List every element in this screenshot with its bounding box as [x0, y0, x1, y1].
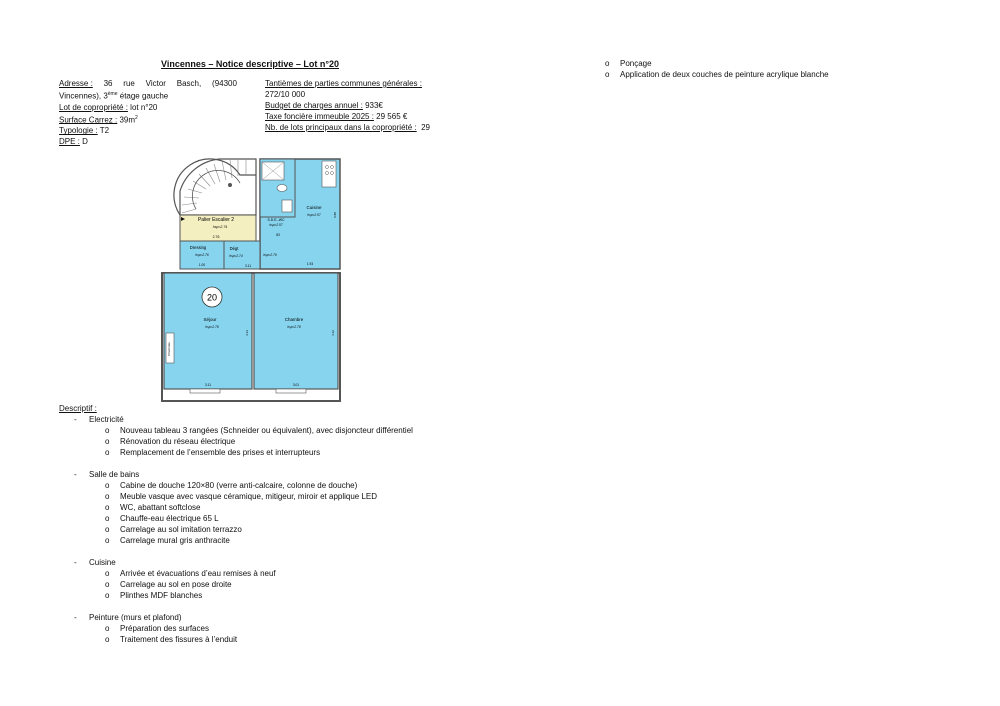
- dim-cuisine: 1.93: [306, 262, 314, 266]
- circle-bullet: o: [105, 635, 110, 644]
- list-item: [59, 447, 579, 458]
- circle-bullet: o: [105, 591, 110, 600]
- address-part: rue: [123, 79, 135, 88]
- item-text: Meuble vasque avec vasque céramique, mitigeur, miroir et applique LED: [120, 492, 378, 501]
- sink-icon: [282, 200, 292, 212]
- list-item: [59, 425, 579, 436]
- address-part: 36: [103, 79, 113, 88]
- list-item: [605, 69, 905, 80]
- address-part: (94300: [212, 79, 237, 88]
- dim-cuisine-h: 0.88: [333, 212, 337, 218]
- address-line2-end: étage gauche: [117, 91, 169, 101]
- dash-bullet: -: [74, 613, 77, 622]
- item-text: WC, abattant softclose: [120, 503, 201, 512]
- chambre-h: hsp=2.78: [287, 325, 301, 329]
- taxe-label: Taxe foncière immeuble 2025 :: [265, 112, 374, 121]
- list-item: [59, 590, 579, 601]
- dash-bullet: -: [74, 558, 77, 567]
- list-item: [59, 579, 579, 590]
- circle-bullet: o: [605, 59, 610, 68]
- section-cuisine: [59, 557, 579, 568]
- list-item: [59, 623, 579, 634]
- tantiemes-value: 272/10 000: [265, 90, 306, 99]
- item-text: Nouveau tableau 3 rangées (Schneider ou équivalent), avec disjoncteur différentiel: [120, 426, 413, 435]
- section-title: Cuisine: [89, 558, 116, 567]
- section-electricite: [59, 414, 579, 425]
- section-peinture: [59, 612, 579, 623]
- dim-chambre-h: 4.12: [331, 330, 335, 336]
- tantiemes-label: Tantièmes de parties communes générales :: [265, 79, 422, 88]
- circle-bullet: o: [105, 503, 110, 512]
- address-line2-text: Vincennes), 3: [59, 91, 108, 101]
- item-text: Traitement des fissures à l’enduit: [120, 635, 238, 644]
- dpe-label: DPE :: [59, 137, 80, 147]
- circle-bullet: o: [105, 536, 110, 545]
- circle-bullet: o: [105, 481, 110, 490]
- lots-line: [265, 122, 443, 133]
- typologie-label: Typologie :: [59, 126, 98, 136]
- document-title: Vincennes – Notice descriptive – Lot n°20: [161, 59, 339, 69]
- chambre-label: Chambre: [284, 317, 304, 322]
- typologie-line: [59, 125, 237, 136]
- palier-dim: 2.76: [212, 235, 220, 239]
- floor-plan: [160, 155, 342, 403]
- dim-chambre-w: 3.01: [292, 383, 300, 387]
- circle-bullet: o: [105, 437, 110, 446]
- section-title: Electricité: [89, 415, 124, 424]
- descriptif-continued: [605, 58, 905, 80]
- section-title: Peinture (murs et plafond): [89, 613, 182, 622]
- address-label: Adresse :: [59, 79, 93, 88]
- sejour-label: Séjour: [203, 317, 217, 322]
- budget-line: [265, 100, 443, 111]
- item-text: Remplacement de l’ensemble des prises et interrupteurs: [120, 448, 321, 457]
- budget-label: Budget de charges annuel :: [265, 101, 363, 110]
- item-text: Ponçage: [620, 59, 652, 68]
- item-text: Plinthes MDF blanches: [120, 591, 203, 600]
- dressing-label: Dressing: [189, 245, 207, 250]
- circle-bullet: o: [105, 525, 110, 534]
- list-item: [59, 535, 579, 546]
- list-item: [59, 436, 579, 447]
- item-text: Application de deux couches de peinture acrylique blanche: [620, 70, 829, 79]
- item-text: Carrelage au sol imitation terrazzo: [120, 525, 242, 534]
- lot-value: lot n°20: [127, 102, 158, 112]
- dressing-h: hsp=2.76: [195, 253, 209, 257]
- dim-small: 83: [276, 233, 280, 237]
- window-icon: [276, 389, 306, 393]
- circle-bullet: o: [105, 448, 110, 457]
- list-item: [605, 58, 905, 69]
- circle-bullet: o: [105, 569, 110, 578]
- sejour-h: hsp=2.78: [205, 325, 219, 329]
- dash-bullet: -: [74, 415, 77, 424]
- address-part: Basch,: [176, 79, 202, 88]
- address-sup: ème: [107, 91, 118, 97]
- item-text: Arrivée et évacuations d’eau remises à neuf: [120, 569, 276, 578]
- section-title: Salle de bains: [89, 470, 140, 479]
- descriptif: [59, 403, 579, 645]
- taxe-line: [265, 111, 443, 122]
- lots-value: 29: [416, 123, 430, 132]
- kitchen-counter-icon: [322, 161, 336, 187]
- address-line-1: [59, 78, 237, 89]
- item-text: Rénovation du réseau électrique: [120, 437, 236, 446]
- list-item: [59, 568, 579, 579]
- toilet-icon: [277, 185, 287, 192]
- surface-sup: 2: [135, 114, 138, 121]
- list-item: [59, 524, 579, 535]
- dim-dressing: 1.00: [198, 263, 206, 267]
- staircase: [174, 159, 256, 215]
- dim-sejour-h: 4.13: [245, 330, 249, 336]
- degt-h: hsp=2.74: [229, 254, 243, 258]
- address-line-2: [59, 89, 237, 102]
- circle-bullet: o: [105, 580, 110, 589]
- item-text: Préparation des surfaces: [120, 624, 209, 633]
- lots-label: Nb. de lots principaux dans la copropriété :: [265, 123, 417, 132]
- info-left: [59, 78, 237, 147]
- typologie-value: T2: [97, 126, 110, 136]
- dash-bullet: -: [74, 470, 77, 479]
- circle-bullet: o: [105, 426, 110, 435]
- item-text: Cabine de douche 120×80 (verre anti-calcaire, colonne de douche): [120, 481, 358, 490]
- surface-label: Surface Carrez :: [59, 115, 118, 125]
- cuisine-label: Cuisine: [306, 205, 322, 210]
- cheminee-label: Cheminée: [167, 342, 171, 356]
- item-text: Chauffe-eau électrique 65 L: [120, 514, 219, 523]
- list-item: [59, 491, 579, 502]
- address-part: Victor: [145, 79, 166, 88]
- list-item: [59, 502, 579, 513]
- circle-bullet: o: [105, 624, 110, 633]
- lot-number: 20: [206, 292, 218, 303]
- palier-h: hsp=2.74: [212, 225, 228, 229]
- lot-line: [59, 102, 237, 113]
- degt-label: Dégt: [229, 246, 239, 251]
- taxe-value: 29 565 €: [373, 112, 408, 121]
- item-text: Carrelage au sol en pose droite: [120, 580, 232, 589]
- circle-bullet: o: [605, 70, 610, 79]
- dpe-line: [59, 136, 237, 147]
- surface-value: 39m: [117, 115, 136, 125]
- room-chambre: [254, 273, 338, 389]
- section-salle-de-bains: [59, 469, 579, 480]
- info-right: [265, 78, 443, 133]
- sde-h2: hsp=2.79: [263, 253, 277, 257]
- budget-value: 933€: [362, 101, 383, 110]
- sde-label: S.D.E.-WC: [267, 218, 285, 222]
- window-icon: [190, 389, 220, 393]
- item-text: Carrelage mural gris anthracite: [120, 536, 230, 545]
- dim-degt: 3.11: [245, 264, 251, 268]
- list-item: [59, 480, 579, 491]
- lot-label: Lot de copropriété :: [59, 102, 128, 112]
- circle-bullet: o: [105, 492, 110, 501]
- surface-line: [59, 113, 237, 126]
- circle-bullet: o: [105, 514, 110, 523]
- list-item: [59, 634, 579, 645]
- dim-sejour-w: 3.11: [205, 383, 211, 387]
- cuisine-h: hsp=2.57: [307, 213, 321, 217]
- descriptif-heading: Descriptif :: [59, 404, 97, 413]
- list-item: [59, 513, 579, 524]
- dpe-value: D: [79, 137, 88, 147]
- sde-h: hsp=2.57: [269, 223, 283, 227]
- palier-label: Palier Escalier 2: [197, 217, 235, 223]
